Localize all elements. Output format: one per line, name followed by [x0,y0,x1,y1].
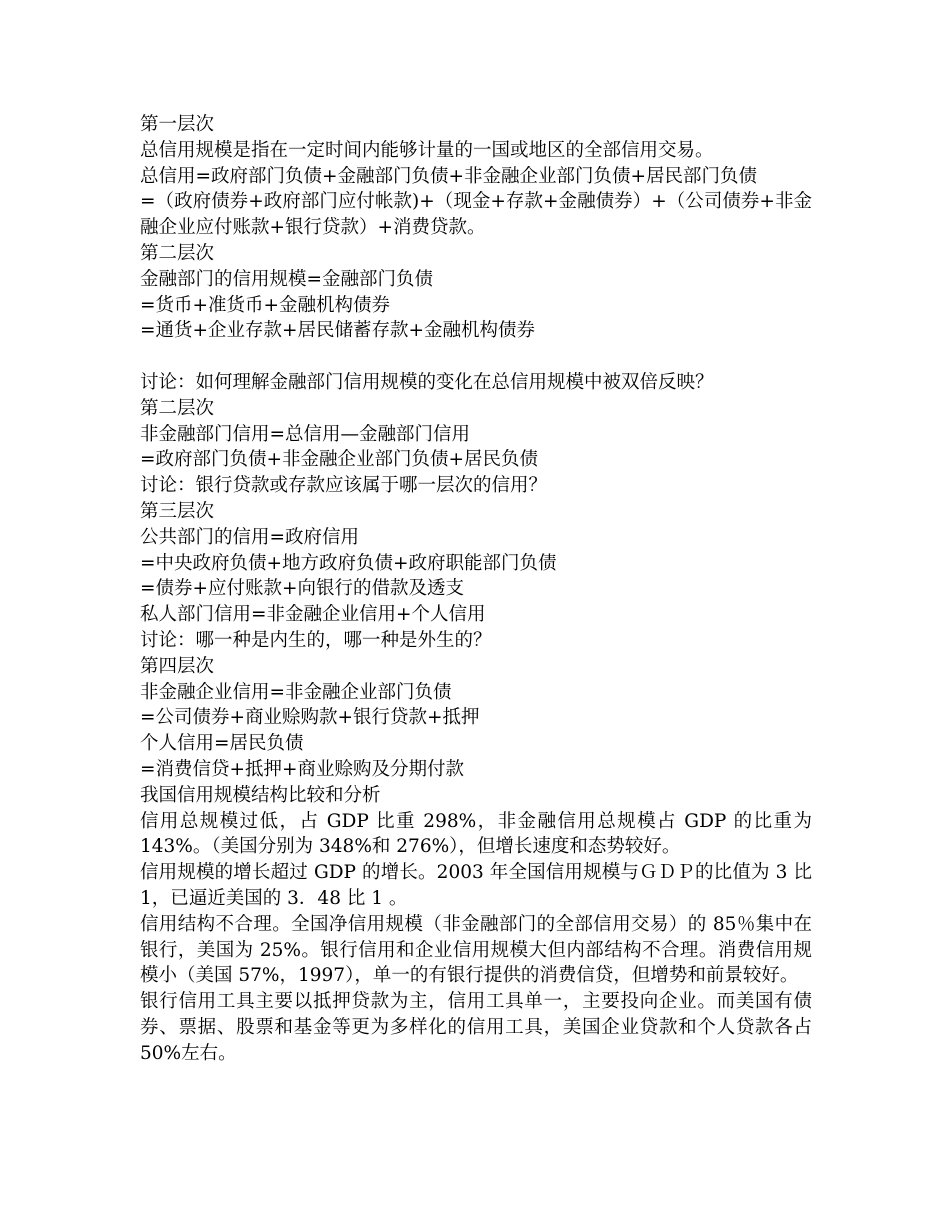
formula-enterprise-credit: 非金融企业信用=非金融企业部门负债 [140,681,452,703]
heading-level-2: 第二层次 [140,242,215,264]
section-title-china-analysis: 我国信用规模结构比较和分析 [140,784,381,806]
heading-level-2-repeat: 第二层次 [140,397,215,419]
blank-line [140,344,812,370]
formula-financial-credit-currency: =通货+企业存款+居民储蓄存款+金融机构债券 [140,320,536,342]
formula-private-credit: 私人部门信用=非金融企业信用+个人信用 [140,604,486,626]
heading-level-4: 第四层次 [140,655,215,677]
paragraph-credit-instruments: 银行信用工具主要以抵押贷款为主，信用工具单一，主要投向企业。而美国有债券、票据、股票和基金等更为多样化的信用工具，美国企业贷款和个人贷款各占 50%左右。 [140,991,812,1064]
document-page [140,112,812,1066]
formula-public-credit-debt: =中央政府负债+地方政府负债+政府职能部门负债 [140,552,557,574]
discussion-double-reflection: 讨论：如何理解金融部门信用规模的变化在总信用规模中被双倍反映？ [140,371,714,393]
heading-level-3: 第三层次 [140,500,215,522]
formula-financial-credit-money: =货币+准货币+金融机构债券 [140,294,391,316]
discussion-endogenous-exogenous: 讨论：哪一种是内生的，哪一种是外生的？ [140,629,492,651]
paragraph-credit-structure: 信用结构不合理。全国净信用规模（非金融部门的全部信用交易）的 85％集中在银行，美国为 25%。银行信用和企业信用规模大但内部结构不合理。消费信用规模小（美国 57%，1997），单一的有银行提供的消费信贷，但增势和前景较好。 [140,913,812,987]
formula-personal-credit: 个人信用=居民负债 [140,733,304,755]
formula-non-financial-credit-expanded: =政府部门负债+非金融企业部门负债+居民负债 [140,449,539,471]
formula-financial-credit: 金融部门的信用规模=金融部门负债 [140,268,434,290]
formula-enterprise-credit-expanded: =公司债券+商业赊购款+银行贷款+抵押 [140,707,480,729]
paragraph-total-credit-definition: 总信用规模是指在一定时间内能够计量的一国或地区的全部信用交易。 [140,139,714,161]
discussion-bank-loan-level: 讨论：银行贷款或存款应该属于哪一层次的信用？ [140,475,548,497]
heading-level-1: 第一层次 [140,114,215,135]
formula-total-credit-expanded: =（政府债券+政府部门应付帐款)+（现金+存款+金融债券）+（公司债券+非金融企业应付账款+银行贷款）+消费贷款。 [140,191,812,239]
formula-public-credit: 公共部门的信用=政府信用 [140,526,360,548]
formula-personal-credit-expanded: =消费信贷+抵押+商业赊购及分期付款 [140,758,465,780]
formula-total-credit: 总信用=政府部门负债+金融部门负债+非金融企业部门负债+居民部门负债 [140,165,758,187]
formula-public-credit-bonds: =债券+应付账款+向银行的借款及透支 [140,578,465,600]
formula-non-financial-credit: 非金融部门信用=总信用—金融部门信用 [140,423,471,445]
paragraph-credit-growth: 信用规模的增长超过 GDP 的增长。2003 年全国信用规模与ＧＤＰ的比值为 3 比 1，已逼近美国的 3．48 比 1 。 [140,862,812,909]
paragraph-credit-scale-low: 信用总规模过低，占 GDP 比重 298%，非金融信用总规模占 GDP 的比重为 143%。（美国分别为 348%和 276%），但增长速度和态势较好。 [140,810,812,858]
